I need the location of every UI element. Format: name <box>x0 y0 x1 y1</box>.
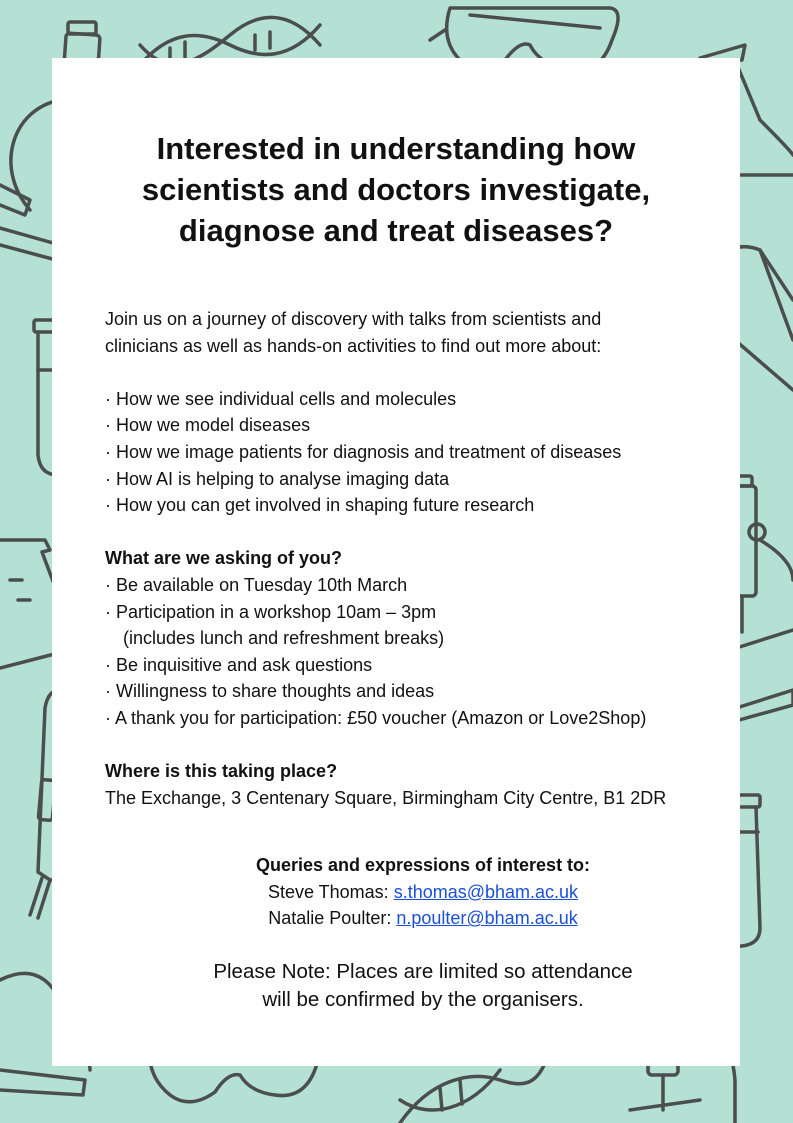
topic-item: · How AI is helping to analyse imaging data <box>105 468 450 489</box>
event-details <box>105 306 725 811</box>
asking-item: · Be inquisitive and ask questions <box>105 654 373 675</box>
intro-text: Join us on a journey of discovery with talks from scientists and <box>105 309 602 329</box>
asking-item: · Be available on Tuesday 10th March <box>105 574 408 595</box>
attendance-note <box>52 958 793 1014</box>
email-link[interactable]: n.poulter@bham.ac.uk <box>396 908 578 929</box>
asking-item-note: (includes lunch and refreshment breaks) <box>123 628 445 649</box>
contact-name: Natalie Poulter: <box>268 908 397 929</box>
topic-item: · How we image patients for diagnosis and treatment of diseases <box>105 441 622 462</box>
note-line: Please Note: Places are limited so attendance <box>213 960 633 983</box>
topic-item: · How we see individual cells and molecules <box>105 388 457 409</box>
contact-name: Steve Thomas: <box>267 881 394 902</box>
topic-item: · How we model diseases <box>105 415 311 436</box>
intro-text: clinicians as well as hands-on activities to find out more about: <box>105 335 602 356</box>
location-address: The Exchange, 3 Centenary Square, Birmingham City Centre, B1 2DR <box>105 787 667 808</box>
asking-item: · Willingness to share thoughts and ideas <box>105 681 435 702</box>
contact-line <box>52 879 793 906</box>
asking-item: · A thank you for participation: £50 voucher (Amazon or Love2Shop) <box>105 707 647 728</box>
asking-item: · Participation in a workshop 10am – 3pm <box>105 601 437 622</box>
title-line: Interested in understanding how <box>156 131 636 166</box>
topic-item: · How you can get involved in shaping future research <box>105 495 535 516</box>
page-title <box>52 128 740 251</box>
contact-heading: Queries and expressions of interest to: <box>255 855 591 875</box>
title-line: diagnose and treat diseases? <box>178 213 614 248</box>
email-link[interactable]: s.thomas@bham.ac.uk <box>393 881 579 902</box>
note-line: will be confirmed by the organisers. <box>262 988 584 1011</box>
asking-heading: What are we asking of you? <box>105 548 343 569</box>
contact-block <box>52 852 793 932</box>
location-heading: Where is this taking place? <box>105 761 338 782</box>
contact-line <box>52 905 793 932</box>
title-line: scientists and doctors investigate, <box>141 172 651 207</box>
